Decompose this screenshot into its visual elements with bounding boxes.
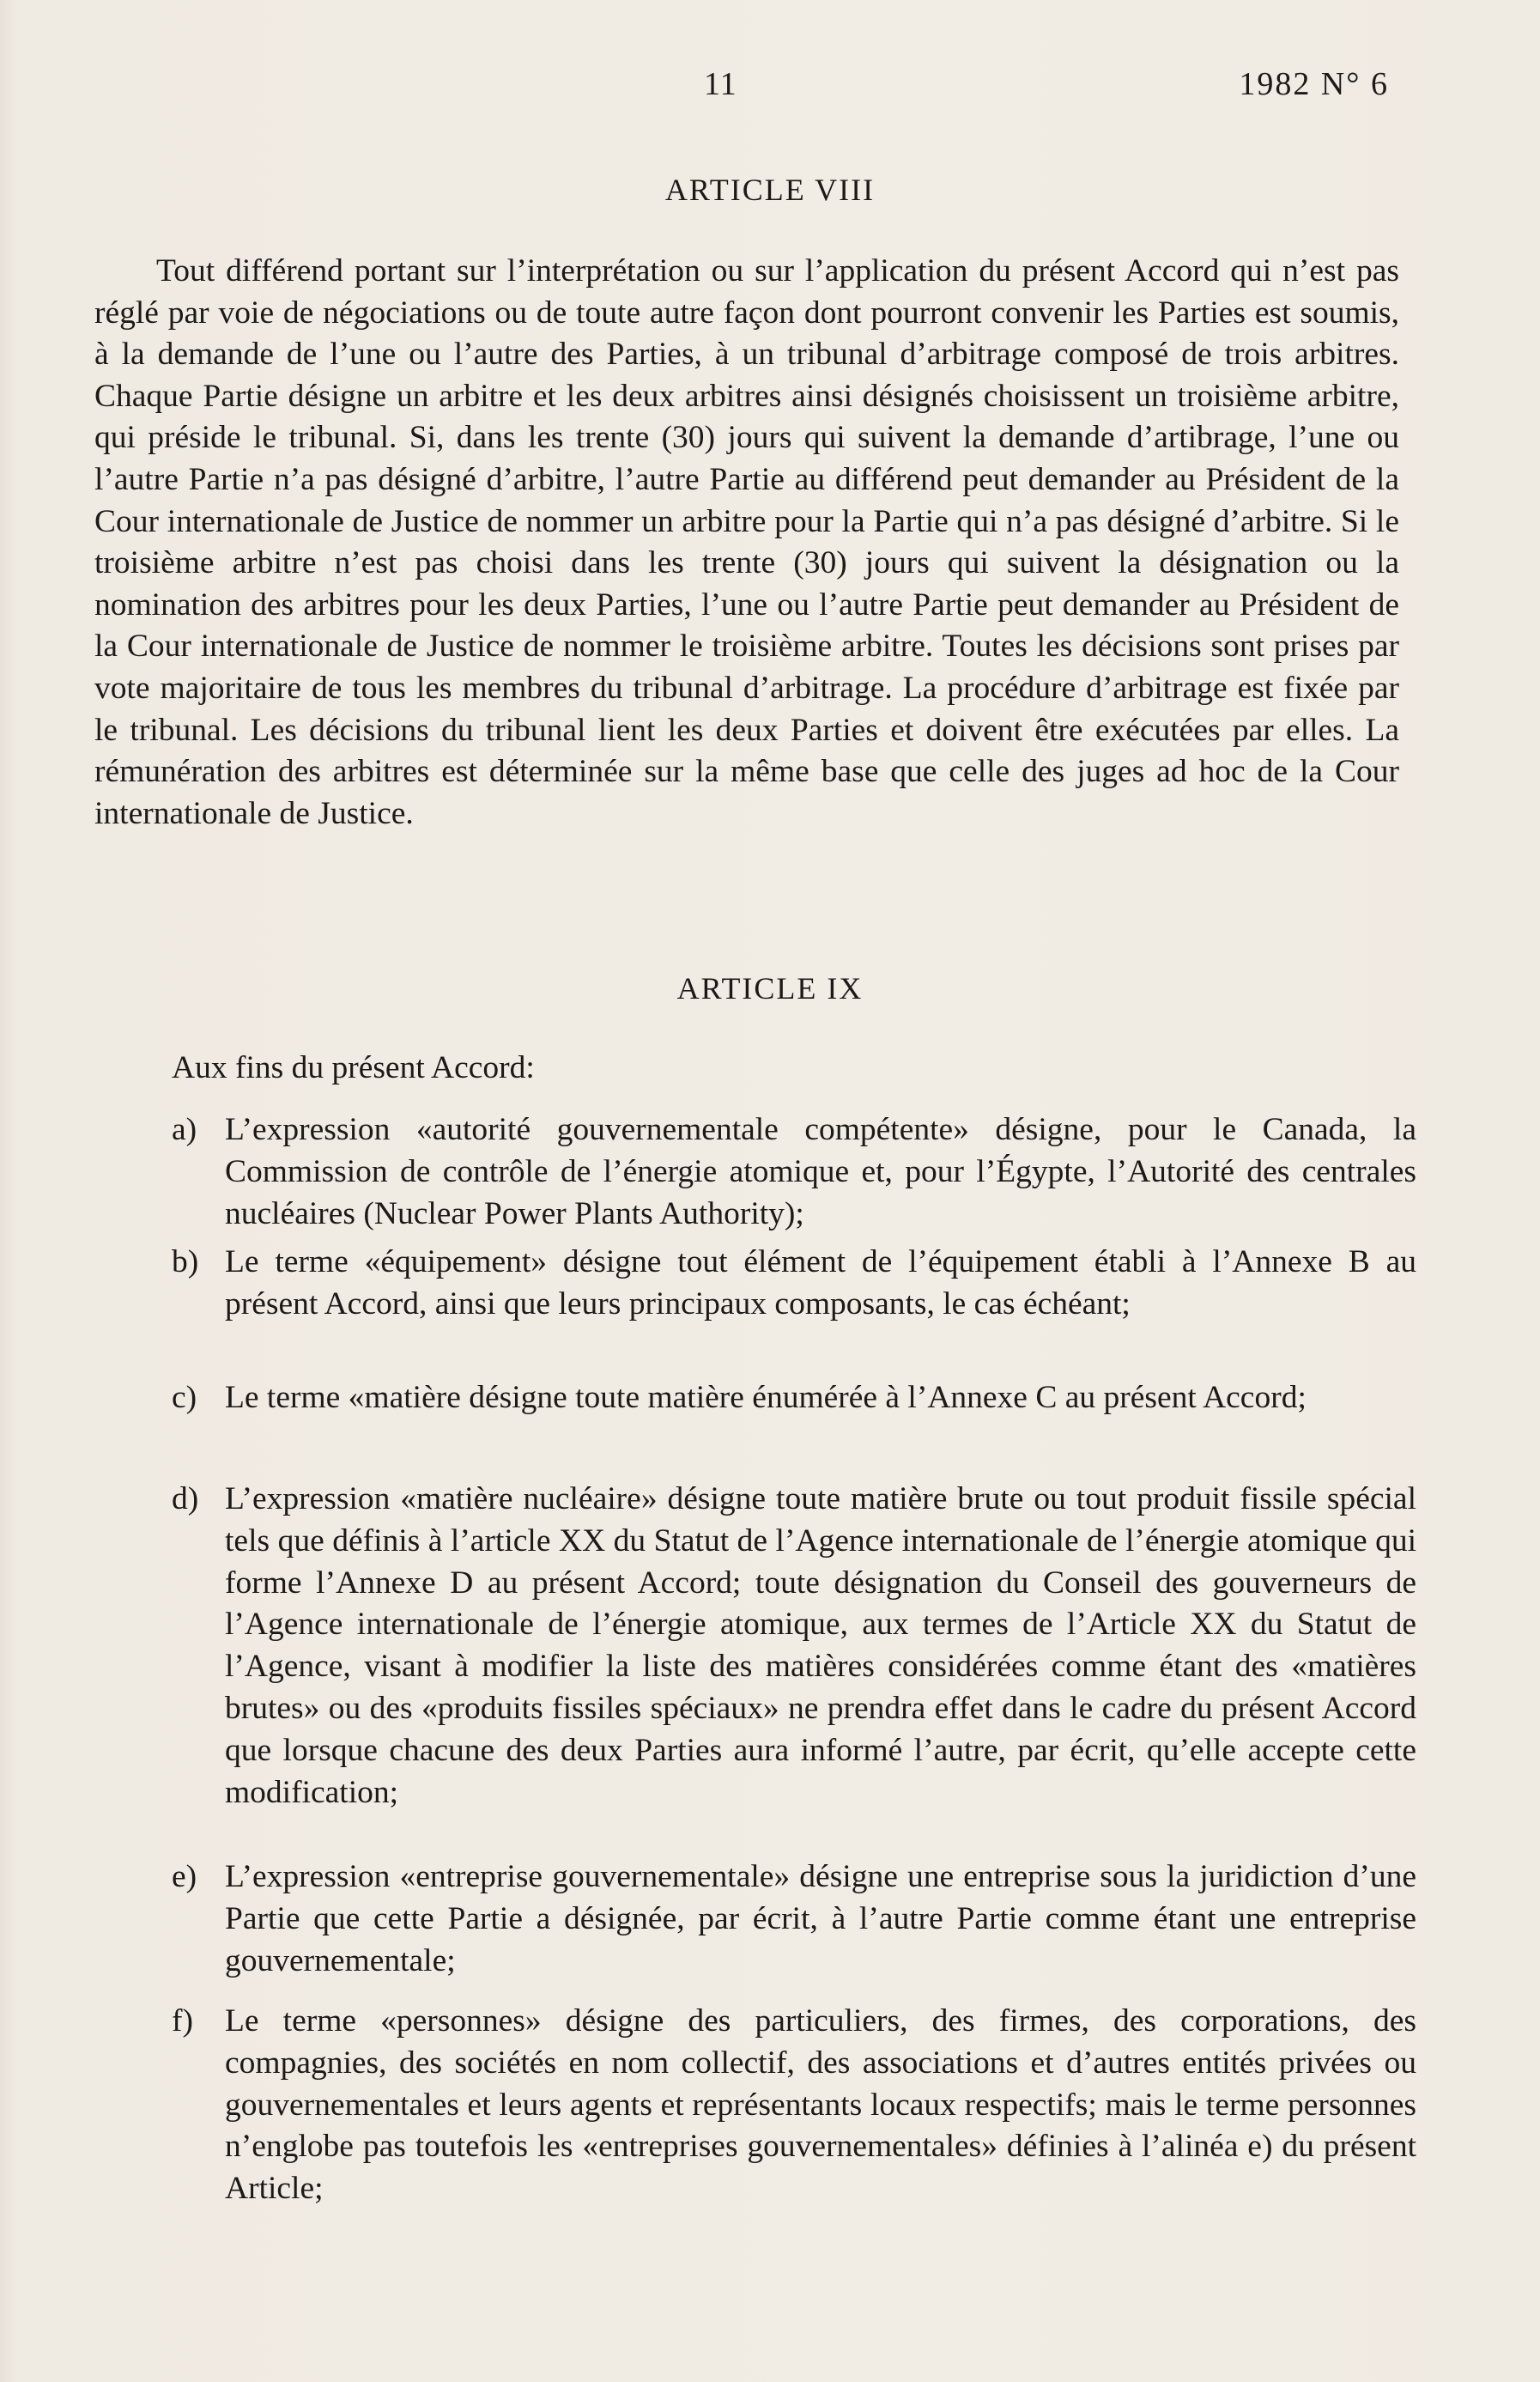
item-text: L’expression «autorité gouvernementale compétente» désigne, pour le Canada, la Commission de contrôle de l’énergie atomique et, pour l’Égypte, l’Autorité des centrales nucléaires (Nuclear Power Plants Authority); bbox=[225, 1112, 1416, 1231]
item-marker: f) bbox=[172, 2003, 193, 2039]
article-ix-intro: Aux fins du présent Accord: bbox=[172, 1050, 535, 1085]
definition-item-f bbox=[172, 2001, 1416, 2210]
item-marker: a) bbox=[172, 1112, 197, 1147]
article-ix-title: ARTICLE IX bbox=[676, 971, 864, 1006]
item-text: L’expression «entreprise gouvernementale» désigne une entreprise sous la juridiction d’une Partie que cette Partie a désignée, par écrit, à l’autre Partie comme étant une entreprise gouvernementale; bbox=[225, 1859, 1416, 1978]
item-marker: d) bbox=[172, 1481, 199, 1516]
definition-item-c bbox=[172, 1377, 1416, 1419]
article-ix-heading bbox=[0, 970, 1540, 1006]
article-viii-paragraph: Tout différend portant sur l’interprétation ou sur l’application du présent Accord qui n’est pas réglé par voie de négociations ou de toute autre façon dont pourront convenir les Parties est soumis, à la demande de l’une ou l’autre des Parties, à un tribunal d’arbitrage composé de trois arbitres. Chaque Partie désigne un arbitre et les deux arbitres ainsi désignés choisissent un troisième arbitre, qui préside le tribunal. Si, dans les trente (30) jours qui suivent la demande d’artibrage, l’une ou l’autre Partie n’a pas désigné d’arbitre, l’autre Partie au différend peut demander au Président de la Cour internationale de Justice de nommer un arbitre pour la Partie qui n’a pas désigné d’arbitre. Si le troisième arbitre n’est pas choisi dans les trente (30) jours qui suivent la désignation ou la nomination des arbitres pour les deux Parties, l’une ou l’autre Partie peut demander au Président de la Cour internationale de Justice de nommer le troisième arbitre. Toutes les décisions sont prises par vote majoritaire de tous les membres du tribunal d’arbitrage. La procédure d’arbitrage est fixée par le tribunal. Les décisions du tribunal lient les deux Parties et doivent être exécutées par elles. La rémunération des arbitres est déterminée sur la même base que celle des juges ad hoc de la Cour internationale de Justice. bbox=[94, 253, 1399, 831]
item-text: Le terme «équipement» désigne tout élément de l’équipement établi à l’Annexe B au présent Accord, ainsi que leurs principaux composants, le cas échéant; bbox=[225, 1244, 1416, 1322]
article-viii-title: ARTICLE VIII bbox=[664, 173, 876, 207]
document-reference: 1982 N° 6 bbox=[1239, 66, 1389, 102]
item-marker: b) bbox=[172, 1244, 199, 1279]
definition-item-a bbox=[172, 1109, 1416, 1235]
definition-item-b bbox=[172, 1242, 1416, 1326]
item-marker: e) bbox=[172, 1859, 197, 1894]
definition-item-d bbox=[172, 1479, 1416, 1814]
article-viii-heading bbox=[0, 172, 1540, 208]
definition-item-e bbox=[172, 1856, 1416, 1982]
item-marker: c) bbox=[172, 1380, 197, 1415]
item-text: Le terme «matière désigne toute matière énumérée à l’Annexe C au présent Accord; bbox=[225, 1380, 1307, 1415]
page-number: 11 bbox=[704, 66, 737, 102]
item-text: L’expression «matière nucléaire» désigne toute matière brute ou tout produit fissile spécial tels que définis à l’article XX du Statut de l’Agence internationale de l’énergie atomique qui forme l’Annexe D au présent Accord; toute désignation du Conseil des gouverneurs de l’Agence internationale de l’énergie atomique, aux termes de l’Article XX du Statut de l’Agence, visant à modifier la liste des matières considérées comme étant des «matières brutes» ou des «produits fissiles spéciaux» ne prendra effet dans le cadre du présent Accord que lorsque chacune des deux Parties aura informé l’autre, par écrit, qu’elle accepte cette modification; bbox=[225, 1481, 1416, 1810]
item-text: Le terme «personnes» désigne des particuliers, des firmes, des corporations, des compagnies, des sociétés en nom collectif, des associations et d’autres entités privées ou gouvernementales et leurs agents et représentants locaux respectifs; mais le terme personnes n’englobe pas toutefois les «entreprises gouvernementales» définies à l’alinéa e) du présent Article; bbox=[225, 2003, 1416, 2207]
